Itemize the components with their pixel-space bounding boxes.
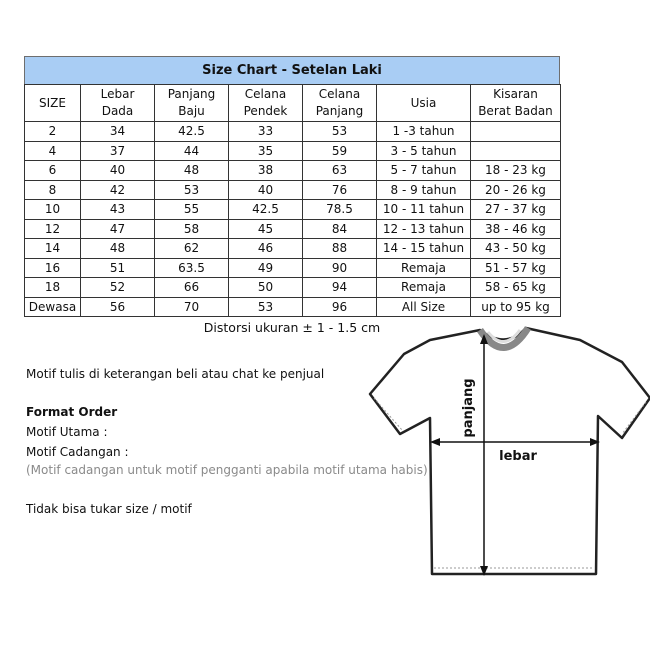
table-cell: 45: [229, 219, 303, 239]
table-cell: up to 95 kg: [471, 297, 561, 317]
table-cell: 58: [155, 219, 229, 239]
column-header-line: Celana: [244, 87, 287, 101]
table-cell: 35: [229, 141, 303, 161]
size-chart-title: Size Chart - Setelan Laki: [24, 56, 560, 84]
no-exchange-note: Tidak bisa tukar size / motif: [26, 502, 192, 516]
table-cell: 18: [25, 278, 81, 298]
table-cell: 27 - 37 kg: [471, 200, 561, 220]
table-cell: 76: [303, 180, 377, 200]
table-cell: 5 - 7 tahun: [377, 161, 471, 181]
cadangan-note: (Motif cadangan untuk motif pengganti apabila motif utama habis): [26, 463, 428, 477]
column-header: [229, 85, 303, 122]
table-row: [25, 141, 561, 161]
tshirt-measurement-diagram: [360, 326, 650, 582]
table-cell: 10 - 11 tahun: [377, 200, 471, 220]
table-cell: 38 - 46 kg: [471, 219, 561, 239]
table-cell: [471, 141, 561, 161]
column-header: [377, 85, 471, 122]
table-cell: 70: [155, 297, 229, 317]
table-cell: 90: [303, 258, 377, 278]
table-row: [25, 258, 561, 278]
table-row: [25, 161, 561, 181]
table-header-row: [25, 85, 561, 122]
table-cell: 16: [25, 258, 81, 278]
table-cell: 59: [303, 141, 377, 161]
table-cell: 33: [229, 122, 303, 142]
table-cell: 4: [25, 141, 81, 161]
table-cell: 58 - 65 kg: [471, 278, 561, 298]
table-cell: 53: [155, 180, 229, 200]
column-header-line: Berat Badan: [478, 104, 553, 118]
table-cell: 48: [155, 161, 229, 181]
table-cell: 66: [155, 278, 229, 298]
column-header-line: Panjang: [167, 87, 216, 101]
table-cell: Remaja: [377, 278, 471, 298]
table-cell: 14 - 15 tahun: [377, 239, 471, 259]
table-cell: 55: [155, 200, 229, 220]
table-cell: Dewasa: [25, 297, 81, 317]
table-cell: [471, 122, 561, 142]
table-cell: 49: [229, 258, 303, 278]
table-cell: 48: [81, 239, 155, 259]
table-cell: All Size: [377, 297, 471, 317]
table-cell: 42.5: [229, 200, 303, 220]
width-label: lebar: [499, 449, 537, 464]
table-cell: 53: [303, 122, 377, 142]
table-cell: 20 - 26 kg: [471, 180, 561, 200]
table-cell: 84: [303, 219, 377, 239]
column-header-line: Pendek: [243, 104, 288, 118]
table-row: [25, 297, 561, 317]
column-header-line: SIZE: [39, 95, 66, 110]
table-row: [25, 278, 561, 298]
column-header: [471, 85, 561, 122]
table-cell: 40: [81, 161, 155, 181]
table-row: [25, 219, 561, 239]
column-header-line: Dada: [101, 104, 134, 118]
table-cell: 56: [81, 297, 155, 317]
length-label: panjang: [461, 378, 476, 438]
table-cell: 3 - 5 tahun: [377, 141, 471, 161]
motif-cadangan-label: Motif Cadangan :: [26, 445, 129, 459]
table-cell: 62: [155, 239, 229, 259]
table-cell: 78.5: [303, 200, 377, 220]
column-header-line: Usia: [410, 95, 437, 110]
table-cell: 18 - 23 kg: [471, 161, 561, 181]
table-cell: 46: [229, 239, 303, 259]
size-table: [24, 84, 561, 317]
format-order-title: Format Order: [26, 405, 118, 419]
table-cell: 38: [229, 161, 303, 181]
table-cell: 2: [25, 122, 81, 142]
table-cell: 44: [155, 141, 229, 161]
table-cell: 1 -3 tahun: [377, 122, 471, 142]
table-row: [25, 239, 561, 259]
table-cell: 8: [25, 180, 81, 200]
motif-utama-label: Motif Utama :: [26, 425, 108, 439]
table-cell: 42.5: [155, 122, 229, 142]
distortion-note: Distorsi ukuran ± 1 - 1.5 cm: [203, 320, 381, 335]
table-cell: 12: [25, 219, 81, 239]
table-cell: 52: [81, 278, 155, 298]
table-cell: 8 - 9 tahun: [377, 180, 471, 200]
table-cell: 40: [229, 180, 303, 200]
column-header-line: Lebar: [100, 87, 135, 101]
table-cell: 50: [229, 278, 303, 298]
table-cell: 63: [303, 161, 377, 181]
column-header-line: Baju: [178, 104, 205, 118]
table-cell: 94: [303, 278, 377, 298]
column-header: [25, 85, 81, 122]
column-header: [155, 85, 229, 122]
table-cell: 37: [81, 141, 155, 161]
table-cell: Remaja: [377, 258, 471, 278]
table-cell: 6: [25, 161, 81, 181]
column-header-line: Panjang: [315, 104, 364, 118]
table-row: [25, 180, 561, 200]
table-body: [25, 122, 561, 317]
table-cell: 53: [229, 297, 303, 317]
column-header: [81, 85, 155, 122]
column-header-line: Celana: [318, 87, 361, 101]
table-cell: 88: [303, 239, 377, 259]
column-header-line: Kisaran: [493, 87, 538, 101]
size-chart: [24, 56, 560, 317]
table-cell: 42: [81, 180, 155, 200]
table-row: [25, 200, 561, 220]
table-cell: 51: [81, 258, 155, 278]
table-cell: 43 - 50 kg: [471, 239, 561, 259]
table-cell: 34: [81, 122, 155, 142]
table-cell: 14: [25, 239, 81, 259]
table-cell: 63.5: [155, 258, 229, 278]
table-cell: 12 - 13 tahun: [377, 219, 471, 239]
table-cell: 47: [81, 219, 155, 239]
table-cell: 51 - 57 kg: [471, 258, 561, 278]
column-header: [303, 85, 377, 122]
table-cell: 43: [81, 200, 155, 220]
motif-note: Motif tulis di keterangan beli atau chat ke penjual: [26, 367, 325, 381]
table-row: [25, 122, 561, 142]
table-cell: 96: [303, 297, 377, 317]
table-cell: 10: [25, 200, 81, 220]
